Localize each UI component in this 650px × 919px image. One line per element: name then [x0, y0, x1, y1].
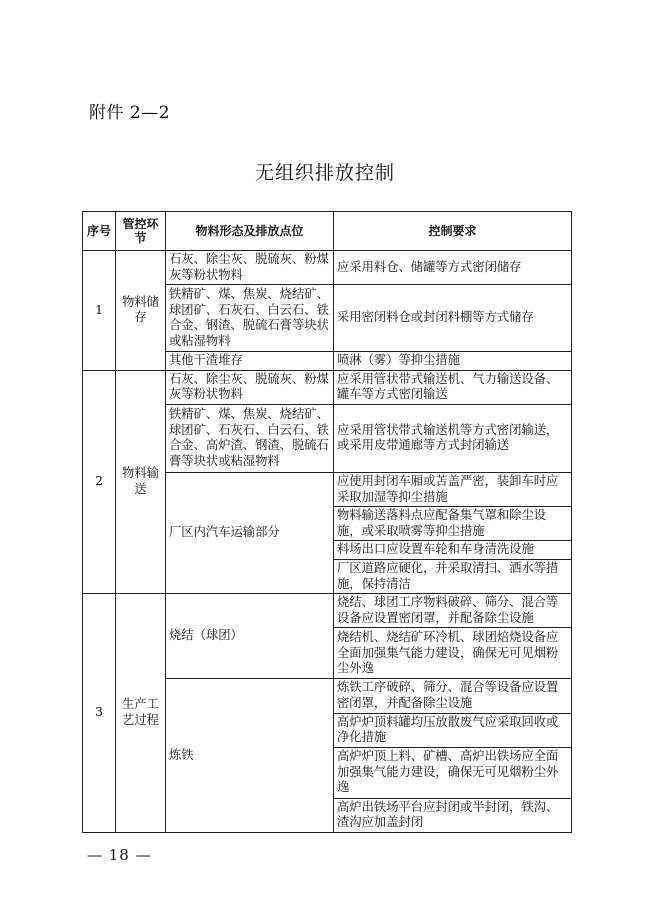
header-requirement: 控制要求 [334, 212, 572, 251]
stage-cell: 物料储存 [116, 251, 166, 371]
material-cell: 其他干渣堆存 [166, 352, 334, 371]
requirement-cell: 厂区道路应硬化，并采取清扫、洒水等措施，保持清洁 [334, 559, 572, 593]
material-cell: 石灰、除尘灰、脱硫灰、粉煤灰等粉状物料 [166, 251, 334, 285]
header-seq: 序号 [83, 212, 116, 251]
table-row [83, 251, 572, 285]
table-header-row [83, 212, 572, 251]
page-title: 无组织排放控制 [254, 162, 395, 184]
page-number: — 18 — [87, 846, 152, 864]
requirement-cell: 高炉炉顶料罐均压放散废气应采取回收或净化措施 [334, 713, 572, 747]
attachment-label: 附件 2—2 [89, 103, 171, 123]
table-row [83, 370, 572, 404]
material-cell: 烧结（球团） [166, 594, 334, 679]
requirement-cell: 采用密闭料仓或封闭料棚等方式储存 [334, 285, 572, 352]
requirement-cell: 应采用料仓、储罐等方式密闭储存 [334, 251, 572, 285]
requirement-cell: 应使用封闭车厢或苫盖严密，装卸车时应采取加湿等抑尘措施 [334, 472, 572, 506]
seq-cell: 1 [83, 251, 116, 371]
requirement-cell: 烧结、球团工序物料破碎、筛分、混合等设备应设置密闭罩，并配备除尘设施 [334, 594, 572, 628]
requirement-cell: 料场出口应设置车轮和车身清洗设施 [334, 541, 572, 560]
material-cell: 厂区内汽车运输部分 [166, 472, 334, 593]
requirement-cell: 物料输送落料点应配备集气罩和除尘设施，或采取喷雾等抑尘措施 [334, 507, 572, 541]
requirement-cell: 炼铁工序破碎、筛分、混合等设备应设置密闭罩，并配备除尘设施 [334, 679, 572, 713]
requirement-cell: 应采用管状带式输送机、气力输送设备、罐车等方式密闭输送 [334, 370, 572, 404]
seq-cell: 3 [83, 594, 116, 833]
stage-cell: 物料输送 [116, 370, 166, 593]
material-cell: 石灰、除尘灰、脱硫灰、粉煤灰等粉状物料 [166, 370, 334, 404]
requirement-cell: 高炉出铁场平台应封闭或半封闭，铁沟、渣沟应加盖封闭 [334, 798, 572, 832]
material-cell: 铁精矿、煤、焦炭、烧结矿、球团矿、石灰石、白云石、铁合金、高炉渣、钢渣、脱硫石膏等块状或粘湿物料 [166, 404, 334, 472]
material-cell: 铁精矿、煤、焦炭、烧结矿、球团矿、石灰石、白云石、铁合金、钢渣、脱硫石膏等块状或粘湿物料 [166, 285, 334, 352]
table-row [83, 594, 572, 628]
emission-control-table [82, 211, 572, 833]
requirement-cell: 烧结机、烧结矿环冷机、球团焙烧设备应全面加强集气能力建设，确保无可见烟粉尘外逸 [334, 628, 572, 679]
seq-cell: 2 [83, 370, 116, 593]
requirement-cell: 高炉炉顶上料、矿槽、高炉出铁场应全面加强集气能力建设，确保无可见烟粉尘外逸 [334, 747, 572, 798]
requirement-cell: 喷淋（雾）等抑尘措施 [334, 352, 572, 371]
requirement-cell: 应采用管状带式输送机等方式密闭输送，或采用皮带通廊等方式封闭输送 [334, 404, 572, 472]
material-cell: 炼铁 [166, 679, 334, 833]
header-material: 物料形态及排放点位 [166, 212, 334, 251]
stage-cell: 生产工艺过程 [116, 594, 166, 833]
header-stage: 管控环节 [116, 212, 166, 251]
